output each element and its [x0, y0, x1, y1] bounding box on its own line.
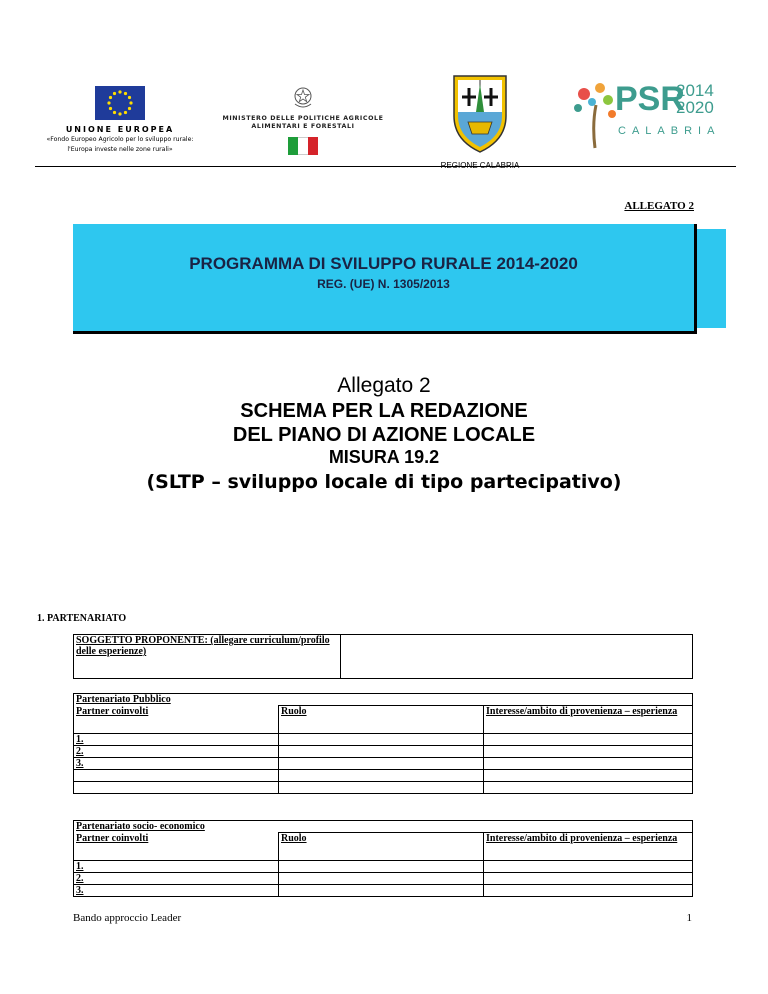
- table-row: [74, 782, 693, 794]
- socio-title: Partenariato socio- economico: [74, 821, 693, 833]
- table-cell[interactable]: [484, 746, 693, 758]
- psr-logo: [570, 80, 720, 150]
- header-divider: [35, 166, 736, 167]
- table-cell[interactable]: [484, 861, 693, 873]
- table-cell[interactable]: [484, 782, 693, 794]
- table-row: [74, 758, 693, 770]
- socio-col-ruolo: Ruolo: [279, 833, 484, 861]
- proponente-label: SOGGETTO PROPONENTE: (allegare curriculum/profilo delle esperienze): [74, 635, 341, 679]
- table-cell[interactable]: [484, 758, 693, 770]
- eu-subtitle-1: «Fondo Europeo Agricolo per lo sviluppo rurale:: [46, 136, 194, 143]
- table-cell[interactable]: [279, 861, 484, 873]
- socio-col-interesse: Interesse/ambito di provenienza – esperienza: [484, 833, 693, 861]
- eu-logo: [40, 86, 200, 154]
- table-row: [74, 885, 693, 897]
- footer-text: Bando approccio Leader: [73, 912, 182, 924]
- ministry-logo: [213, 86, 393, 155]
- table-row: [74, 873, 693, 885]
- pubblico-col-interesse: Interesse/ambito di provenienza – esperienza: [484, 706, 693, 734]
- table-cell[interactable]: [484, 885, 693, 897]
- program-banner: [73, 224, 697, 334]
- table-cell[interactable]: [279, 885, 484, 897]
- page-number: 1: [686, 912, 692, 924]
- ministry-name-1: MINISTERO DELLE POLITICHE AGRICOLE: [222, 115, 384, 122]
- calabria-coat-of-arms-icon: [448, 72, 512, 154]
- allegato-label: ALLEGATO 2: [624, 200, 694, 212]
- section-heading: 1. PARTENARIATO: [37, 613, 127, 624]
- tree-icon: [570, 80, 620, 150]
- table-cell[interactable]: [484, 873, 693, 885]
- table-cell[interactable]: [279, 758, 484, 770]
- table-row: [74, 734, 693, 746]
- title-line-1: Allegato 2: [337, 374, 431, 397]
- proponente-value[interactable]: [341, 635, 693, 679]
- regione-calabria-logo: [425, 72, 535, 170]
- pubblico-title: Partenariato Pubblico: [74, 694, 693, 706]
- pubblico-row-5[interactable]: [74, 782, 279, 794]
- psr-years: [676, 82, 714, 116]
- title-line-2: SCHEMA PER LA REDAZIONE: [240, 400, 528, 422]
- italian-flag-icon: [288, 137, 318, 155]
- psr-word: PSR: [615, 80, 685, 118]
- table-cell[interactable]: [279, 782, 484, 794]
- pubblico-table: [73, 693, 693, 794]
- socio-table: [73, 820, 693, 897]
- title-line-3: DEL PIANO DI AZIONE LOCALE: [232, 424, 536, 446]
- eu-subtitle-2: l'Europa investe nelle zone rurali»: [67, 146, 173, 153]
- proponente-table: [73, 634, 693, 679]
- table-cell[interactable]: [484, 734, 693, 746]
- pubblico-row-3[interactable]: 3.: [74, 758, 279, 770]
- title-line-4: MISURA 19.2: [328, 447, 440, 467]
- table-cell[interactable]: [279, 734, 484, 746]
- header-logos: [0, 0, 768, 168]
- pubblico-row-1[interactable]: 1.: [74, 734, 279, 746]
- table-row: [74, 861, 693, 873]
- table-row: [74, 770, 693, 782]
- psr-year-end: 2020: [676, 98, 714, 117]
- italian-emblem-icon: [292, 86, 314, 110]
- socio-row-1[interactable]: 1.: [74, 861, 279, 873]
- pubblico-row-4[interactable]: [74, 770, 279, 782]
- table-cell[interactable]: [279, 746, 484, 758]
- socio-row-3[interactable]: 3.: [74, 885, 279, 897]
- table-cell[interactable]: [279, 873, 484, 885]
- socio-col-partner: Partner coinvolti: [74, 833, 279, 861]
- pubblico-col-partner: Partner coinvolti: [74, 706, 279, 734]
- table-cell[interactable]: [484, 770, 693, 782]
- document-title: [0, 372, 768, 497]
- banner-subtitle: REG. (UE) N. 1305/2013: [317, 277, 450, 291]
- table-cell[interactable]: [279, 770, 484, 782]
- region-label: REGIONE CALABRIA: [440, 161, 520, 170]
- title-line-5: (SLTP – sviluppo locale di tipo partecipativo): [146, 471, 622, 493]
- table-row: [74, 746, 693, 758]
- eu-title: UNIONE EUROPEA: [65, 125, 175, 134]
- eu-flag-icon: [95, 86, 145, 120]
- ministry-name-2: ALIMENTARI E FORESTALI: [251, 123, 355, 130]
- socio-row-2[interactable]: 2.: [74, 873, 279, 885]
- banner-side-strip: [694, 229, 726, 328]
- pubblico-row-2[interactable]: 2.: [74, 746, 279, 758]
- psr-region: CALABRIA: [618, 125, 721, 137]
- pubblico-col-ruolo: Ruolo: [279, 706, 484, 734]
- psr-year-start: 2014: [676, 81, 714, 100]
- banner-title: PROGRAMMA DI SVILUPPO RURALE 2014-2020: [189, 254, 578, 273]
